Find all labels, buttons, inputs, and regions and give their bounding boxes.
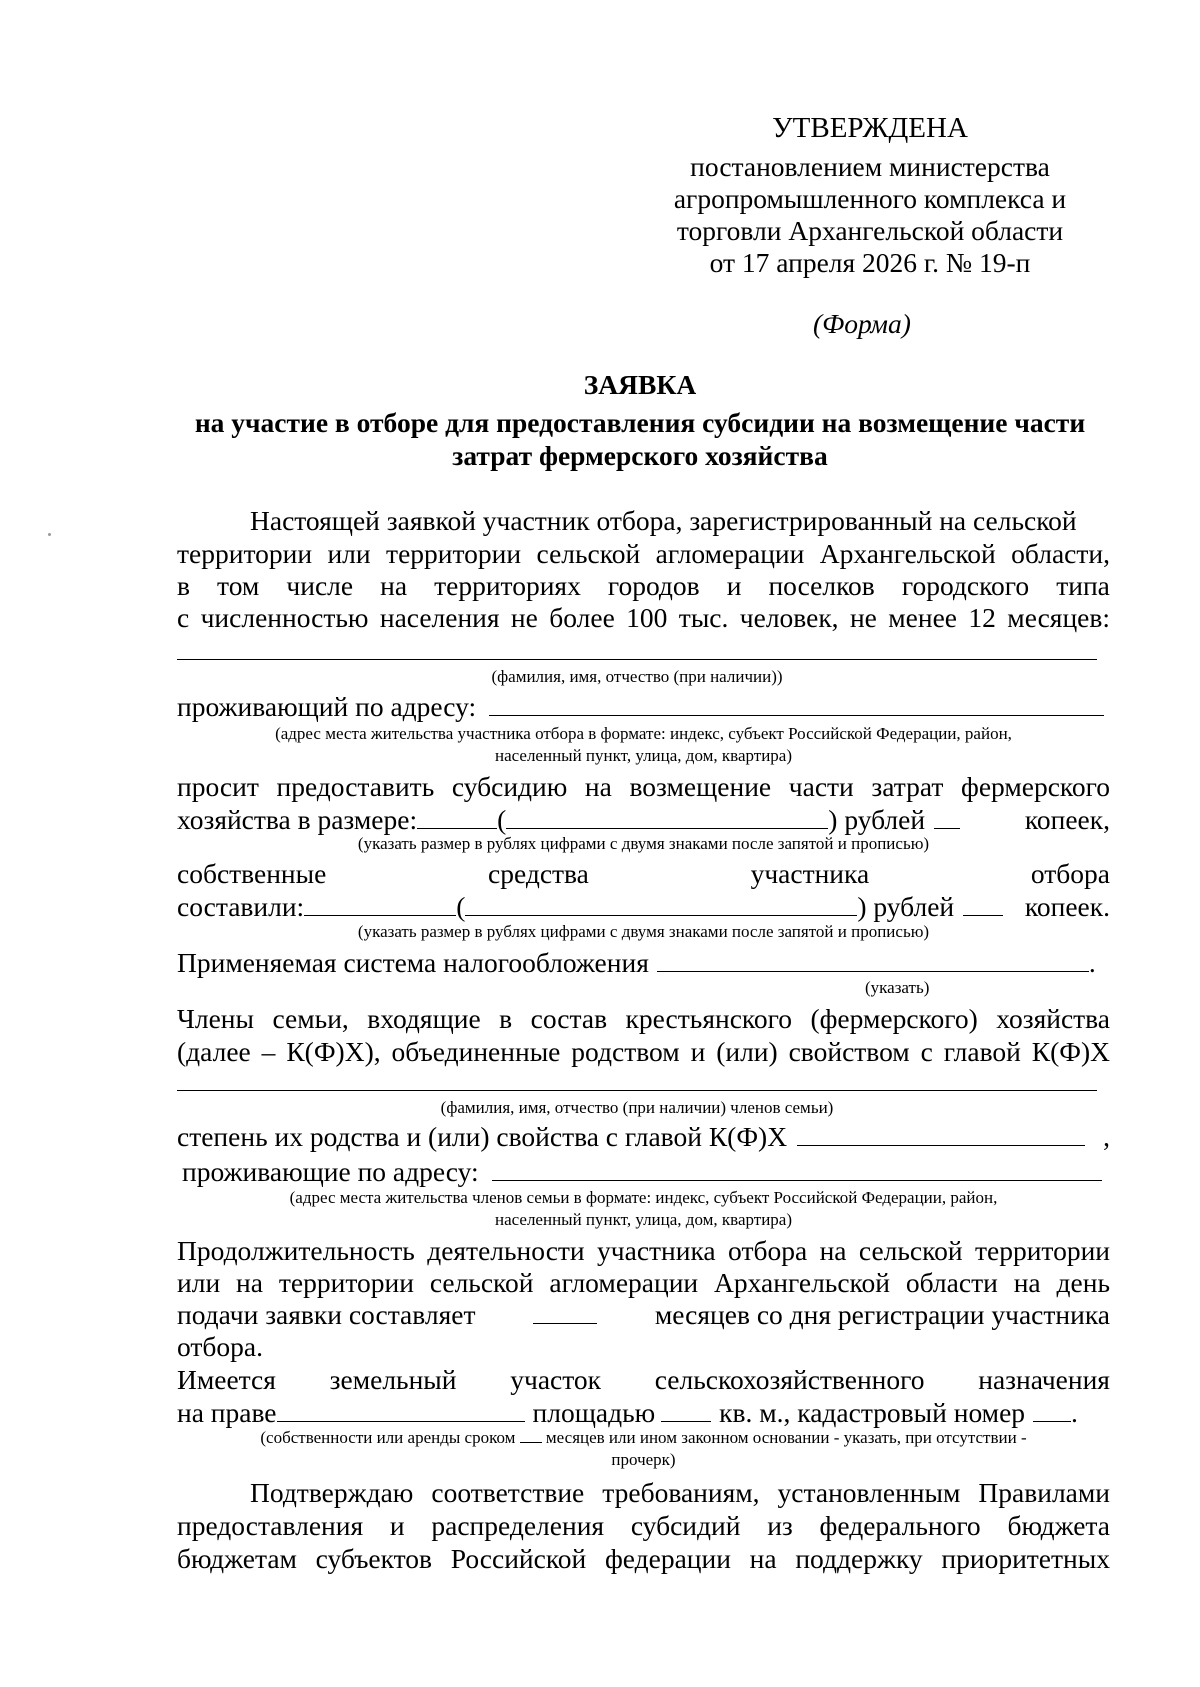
period: . [1071, 1397, 1078, 1428]
word: участника [750, 858, 870, 889]
word: Российской [450, 1543, 587, 1574]
subsidy-amount-words-field[interactable] [506, 804, 828, 829]
word: предоставления [177, 1510, 364, 1541]
word: назначения [978, 1364, 1110, 1395]
word: субсидий [630, 1510, 741, 1541]
intro-line-2: территории или территории сельской агломерации Архангельской области, [177, 538, 1110, 569]
word: федерального [819, 1510, 981, 1541]
intro-line-4: с численностью населения не более 100 тыс. человек, не менее 12 месяцев: [177, 602, 1110, 633]
word: собственные [177, 858, 327, 889]
family-address-hint-2: населенный пункт, улица, дом, квартира) [495, 1210, 792, 1229]
kinship-field[interactable] [797, 1121, 1085, 1146]
approved-heading: УТВЕРЖДЕНА [772, 112, 968, 144]
decree-line-3: торговли Архангельской области [676, 215, 1064, 246]
tax-system-label: Применяемая система налогообложения [177, 947, 649, 978]
word: территориях [434, 570, 581, 601]
word: на [749, 1543, 777, 1574]
tax-system-field[interactable] [657, 947, 1089, 972]
family-line-2: (далее – К(Ф)Х), объединенные родством и (или) свойством с главой К(Ф)Х [177, 1036, 1110, 1067]
family-fio-hint: (фамилия, имя, отчество (при наличии) членов семьи) [440, 1098, 834, 1117]
decree-line-2: агропромышленного комплекса и [673, 183, 1067, 214]
word: числе [286, 570, 354, 601]
word: типа [1056, 570, 1110, 601]
address-input-line[interactable] [489, 691, 1104, 716]
subsidy-amount-figures-field[interactable] [417, 804, 497, 829]
rubles-label: ) рублей [828, 804, 926, 835]
duration-label: подачи заявки составляет [177, 1299, 476, 1330]
word: Имеется [177, 1364, 276, 1395]
period: . [1088, 947, 1096, 978]
duration-months-field[interactable] [533, 1299, 597, 1324]
kinship-row [177, 1121, 1110, 1153]
family-address-row [182, 1156, 1102, 1188]
word: бюджета [1007, 1510, 1110, 1541]
family-line-1: Члены семьи, входящие в состав крестьянского (фермерского) хозяйства [177, 1003, 1110, 1034]
word: из [767, 1510, 793, 1541]
cadastral-label: кв. м., кадастровый номер [719, 1397, 1026, 1428]
word: участок [510, 1364, 602, 1395]
scan-speck [48, 533, 51, 536]
cadastral-number-field[interactable] [1033, 1397, 1071, 1422]
form-label: (Форма) [813, 308, 911, 339]
own-funds-label: составили: [177, 891, 305, 922]
decree-line-1: постановлением министерства [690, 151, 1050, 182]
confirm-line-2 [177, 1510, 1110, 1542]
word: городов [607, 570, 700, 601]
land-right-field[interactable] [277, 1397, 525, 1422]
rubles-label: ) рублей [857, 891, 955, 922]
land-hint-part-b: месяцев или ином законном основании - указать, при отсутствии - [545, 1428, 1027, 1447]
family-address-label: проживающие по адресу: [182, 1156, 479, 1187]
fio-hint: (фамилия, имя, отчество (при наличии)) [491, 667, 783, 686]
intro-line-3 [177, 570, 1110, 602]
request-amount-row [177, 804, 1110, 836]
document-title: ЗАЯВКА [583, 369, 697, 400]
kinship-label: степень их родства и (или) свойства с главой К(Ф)Х [177, 1121, 788, 1152]
land-row [177, 1364, 1110, 1396]
amount-hint-1: (указать размер в рублях цифрами с двумя знаками после запятой и прописью) [357, 834, 930, 853]
word: земельный [329, 1364, 457, 1395]
lease-months-field[interactable] [520, 1428, 542, 1443]
request-amount-label: хозяйства в размере: [177, 804, 418, 835]
subsidy-kopecks-field[interactable] [934, 804, 960, 829]
word: отбора [1030, 858, 1110, 889]
word: том [217, 570, 260, 601]
intro-line-1: Настоящей заявкой участник отбора, зарегистрированный на сельской [250, 505, 1077, 536]
word: городского [901, 570, 1030, 601]
family-fio-input-line[interactable] [177, 1090, 1097, 1091]
confirm-line-3 [177, 1543, 1110, 1575]
duration-line-2: или на территории сельской агломерации Архангельской области на день [177, 1267, 1110, 1298]
document-subtitle-1: на участие в отборе для предоставления субсидии на возмещение части [194, 407, 1086, 438]
family-address-field[interactable] [492, 1156, 1102, 1181]
kopecks-label: копеек, [1024, 804, 1110, 835]
word: и [389, 1510, 405, 1541]
decree-date: от 17 апреля 2026 г. № 19-п [709, 247, 1031, 278]
word: и [726, 570, 742, 601]
comma: , [1103, 1121, 1110, 1152]
word: бюджетам [177, 1543, 297, 1574]
own-funds-words-field[interactable] [465, 891, 857, 916]
open-paren: ( [456, 891, 466, 922]
word: в [177, 570, 190, 601]
document-subtitle-2: затрат фермерского хозяйства [452, 440, 828, 471]
tax-hint: (указать) [865, 978, 930, 997]
own-funds-row [177, 858, 1110, 890]
land-details-row [177, 1397, 1078, 1429]
kopecks-label: копеек. [1024, 891, 1110, 922]
word: на [380, 570, 408, 601]
land-hint-2: прочерк) [611, 1450, 676, 1469]
duration-line-1: Продолжительность деятельности участника отбора на сельской территории [177, 1235, 1110, 1266]
own-funds-figures-field[interactable] [304, 891, 456, 916]
land-hint-part-a: (собственности или аренды сроком [260, 1428, 516, 1447]
word: средства [488, 858, 589, 889]
request-line-1: просит предоставить субсидию на возмещение части затрат фермерского [177, 771, 1110, 802]
duration-line-4: отбора. [177, 1331, 263, 1362]
duration-suffix: месяцев со дня регистрации участника [654, 1299, 1110, 1330]
word: распределения [431, 1510, 605, 1541]
address-hint-1: (адрес места жительства участника отбора в формате: индекс, субъект Российской Федерации, район, [275, 724, 1012, 743]
word: федерации [604, 1543, 731, 1574]
amount-hint-2: (указать размер в рублях цифрами с двумя знаками после запятой и прописью) [357, 922, 930, 941]
own-funds-kopecks-field[interactable] [963, 891, 1003, 916]
word: поддержку [795, 1543, 923, 1574]
land-area-field[interactable] [661, 1397, 711, 1422]
word: приоритетных [941, 1543, 1110, 1574]
fio-input-line[interactable] [177, 659, 1097, 660]
confirm-line-1: Подтверждаю соответствие требованиям, установленным Правилами [250, 1477, 1110, 1508]
word: субъектов [315, 1543, 433, 1574]
address-label: проживающий по адресу: [177, 691, 477, 722]
tax-row [177, 947, 1096, 979]
address-row [177, 691, 1104, 723]
land-hint-1 [177, 1428, 1110, 1448]
open-paren: ( [497, 804, 507, 835]
word: поселков [768, 570, 875, 601]
land-area-label: площадью [532, 1397, 656, 1428]
land-right-label: на праве [177, 1397, 277, 1428]
address-hint-2: населенный пункт, улица, дом, квартира) [495, 746, 792, 765]
family-address-hint-1: (адрес места жительства членов семьи в формате: индекс, субъект Российской Федерации, район, [289, 1188, 998, 1207]
word: сельскохозяйственного [654, 1364, 925, 1395]
duration-row [177, 1299, 1110, 1331]
own-funds-amount-row [177, 891, 1110, 923]
